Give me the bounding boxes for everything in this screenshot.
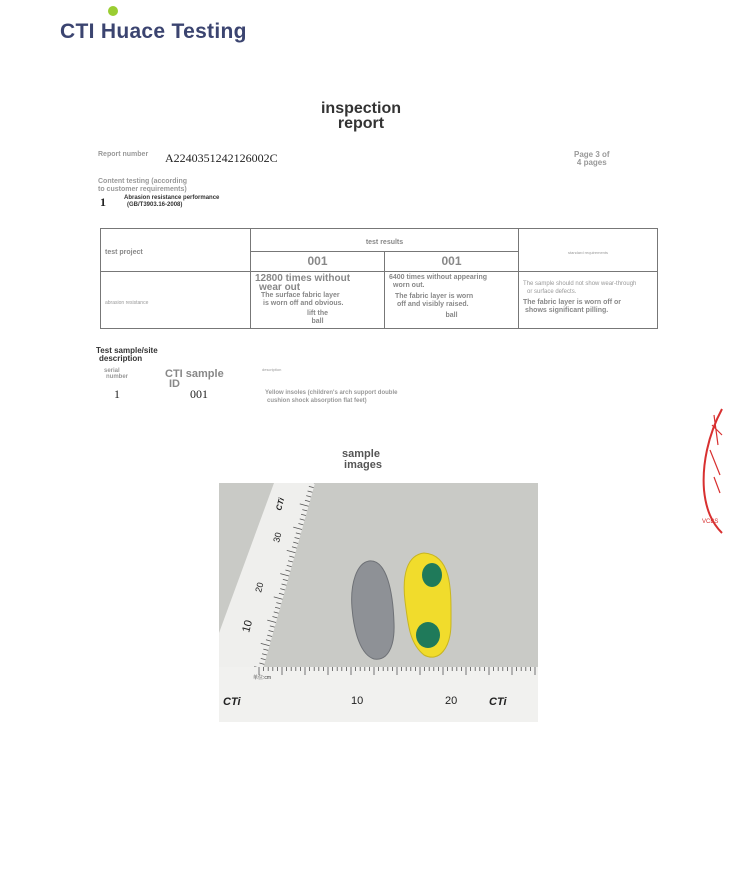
page-line-1: Page 3 of [574,150,610,159]
serial-number-label [104,368,128,380]
sample-images-line-2: images [344,459,382,471]
logo-dot [108,6,118,16]
result-1-line-6: ball [311,318,324,325]
header-test-results [251,229,519,252]
sample-images-heading [330,449,392,471]
content-label-line-2: to customer requirements) [98,186,187,193]
requirement-line-4: shows significant pilling. [525,307,609,314]
description-label: description [262,367,282,372]
content-item-line-1: Abrasion resistance performance [124,195,220,201]
description-line-2: cushion shock absorption flat feet) [267,398,367,404]
page-indicator [574,151,610,167]
ruler-number-20: 20 [253,581,266,594]
result-1-line-5: lift the [307,310,328,317]
result-2-line-5: ball [445,312,458,319]
requirement-line-2: or surface defects. [527,289,577,295]
result-2-line-2: worn out. [393,282,425,289]
page-line-2: 4 pages [576,158,607,167]
sample-id-cell-2 [385,252,519,272]
report-number-label: Report number [98,151,149,158]
sample-heading-line-2: description [99,354,143,363]
stamp-ring [704,409,722,533]
requirement-line-3: The fabric layer is worn off or [523,299,622,306]
result-1-line-1: 12800 times without [255,273,351,284]
header-test-results-text: test results [365,239,404,246]
insole-forefoot-pad [422,563,442,587]
ruler-brand-left: CTi [223,696,241,708]
sample-id-cell-1 [251,252,385,272]
id-label-line-1: CTI sample [165,368,224,380]
title-line-2: report [337,115,385,132]
requirement-cell [519,272,658,329]
requirement-line-1: The sample should not show wear-through [523,281,637,287]
sample-description [265,389,397,405]
result-cell-2 [385,272,519,329]
content-label-line-1: Content testing (according [98,178,188,185]
ruler-number-30: 30 [271,531,284,544]
result-1-line-3: The surface fabric layer [261,292,340,299]
insole-heel-pad [416,622,440,648]
content-item [124,195,219,209]
header-standard-requirements-text: standard requirements [567,250,609,255]
cti-sample-id-label [165,369,224,389]
stamp-lettering [710,415,722,493]
sample-serial: 1 [114,387,120,401]
row-test-project-text: abrasion resistance [105,300,149,306]
id-label-line-2: ID [169,378,180,390]
content-testing-label [98,178,187,194]
ruler-brand-vertical: CTi [274,496,287,512]
ruler-number-20-horizontal: 20 [445,695,458,707]
red-seal-stamp [700,405,740,535]
content-item-number: 1 [100,195,106,209]
report-number: A2240351242126002C [165,151,278,165]
ruler-unit: 单位:cm [253,675,272,681]
serial-label-line-1: serial [104,368,120,374]
sample-id: 001 [190,387,208,401]
serial-label-line-2: number [106,374,129,380]
result-2-line-1: 6400 times without appearing [389,274,488,281]
sample-images-line-1: sample [342,448,380,460]
sample-photo [219,483,538,722]
result-cell-1 [251,272,385,329]
result-2-line-3: The fabric layer is worn [395,293,474,300]
title-line-1: inspection [320,100,401,117]
document-title [300,101,422,131]
result-1-line-4: is worn off and obvious. [263,300,344,307]
company-logo-text: CTI Huace Testing [60,20,247,43]
row-test-project [101,272,251,329]
result-1-line-2: wear out [259,282,301,293]
ruler-number-10-vertical: 10 [240,618,256,634]
ruler-brand-right: CTi [489,696,507,708]
results-table [100,228,658,329]
description-line-1: Yellow insoles (children's arch support double [265,390,398,396]
stamp-code: VCBS [702,519,719,525]
sample-heading-line-1: Test sample/site [96,346,158,355]
header-test-project [101,229,251,272]
header-test-project-text: test project [105,249,143,256]
result-2-line-4: off and visibly raised. [397,301,469,308]
header-standard-requirements [519,229,658,272]
sample-description-heading [96,347,158,363]
sample-id-1: 001 [307,254,328,268]
ruler-number-10: 10 [351,695,364,707]
content-item-line-2: (GB/T3903.16-2008) [127,202,183,208]
sample-id-2: 001 [441,254,462,268]
